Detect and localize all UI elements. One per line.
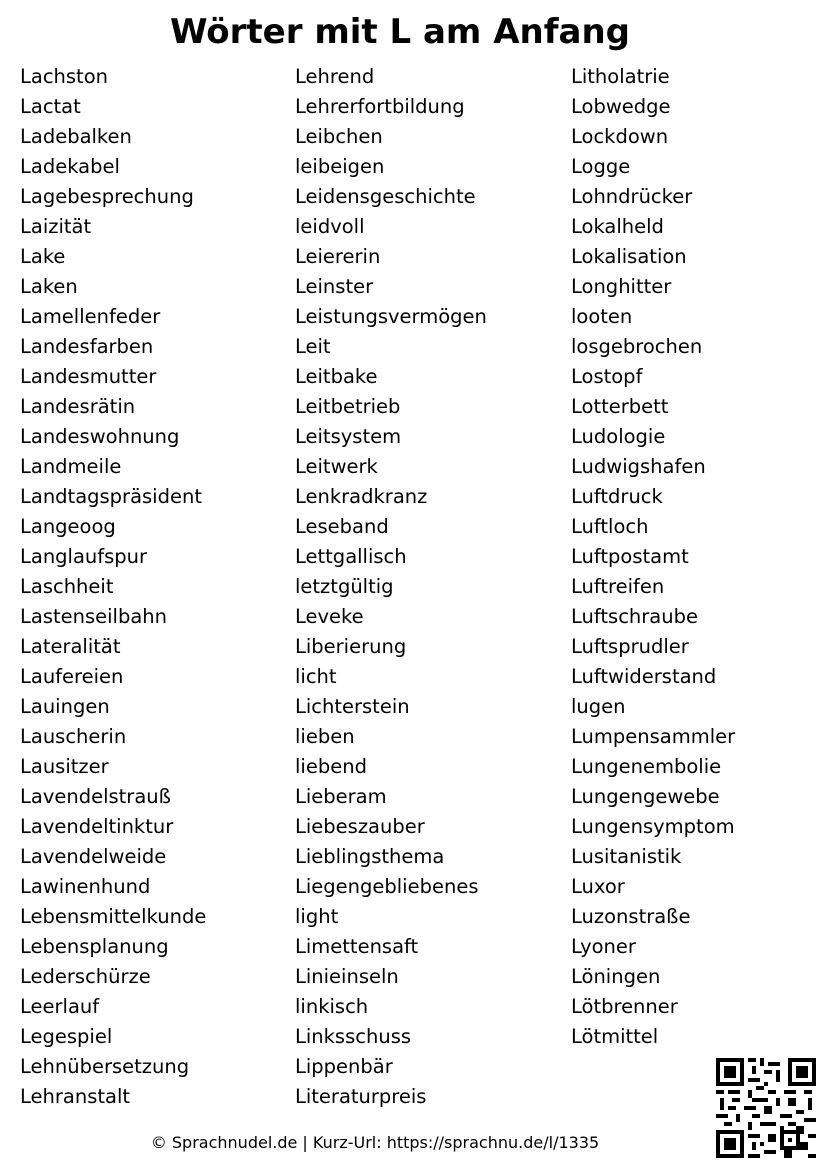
word-list-item: Leiererin bbox=[295, 245, 381, 268]
word-list-item: Lieblingsthema bbox=[295, 845, 445, 868]
word-list-item: Lungengewebe bbox=[571, 785, 720, 808]
word-list-item: leibeigen bbox=[295, 155, 385, 178]
word-list-item: Ladekabel bbox=[20, 155, 120, 178]
word-list-item: light bbox=[295, 905, 339, 928]
word-list-item: Langlaufspur bbox=[20, 545, 148, 568]
word-list-item: Leistungsvermögen bbox=[295, 305, 487, 328]
word-list-item: Lötbrenner bbox=[571, 995, 678, 1018]
word-list-item: Logge bbox=[571, 155, 631, 178]
word-list-item: Liebeszauber bbox=[295, 815, 425, 838]
word-list-item: Luftpostamt bbox=[571, 545, 689, 568]
word-list-item: Lungensymptom bbox=[571, 815, 735, 838]
word-list-item: lugen bbox=[571, 695, 626, 718]
word-list-item: letztgültig bbox=[295, 575, 394, 598]
word-list-item: Longhitter bbox=[571, 275, 672, 298]
word-list-item: Lauscherin bbox=[20, 725, 127, 748]
word-list-item: Lebensplanung bbox=[20, 935, 169, 958]
word-list-item: Lehranstalt bbox=[20, 1085, 131, 1108]
word-list-item: Lawinenhund bbox=[20, 875, 151, 898]
word-list-item: Landmeile bbox=[20, 455, 122, 478]
word-list-item: Laken bbox=[20, 275, 78, 298]
word-list-item: Lusitanistik bbox=[571, 845, 682, 868]
word-list-item: liebend bbox=[295, 755, 367, 778]
word-list-item: Lostopf bbox=[571, 365, 643, 388]
word-list-item: Leveke bbox=[295, 605, 364, 628]
word-list-item: Luftdruck bbox=[571, 485, 663, 508]
word-list-item: Legespiel bbox=[20, 1025, 113, 1048]
word-list-item: Literaturpreis bbox=[295, 1085, 427, 1108]
word-list-item: Lehrend bbox=[295, 65, 375, 88]
word-list-item: leidvoll bbox=[295, 215, 365, 238]
word-list-item: Leit bbox=[295, 335, 331, 358]
word-list-item: Ludwigshafen bbox=[571, 455, 706, 478]
word-list-item: Leerlauf bbox=[20, 995, 100, 1018]
word-list-item: licht bbox=[295, 665, 337, 688]
word-list-item: Lagebesprechung bbox=[20, 185, 194, 208]
word-list-item: Litholatrie bbox=[571, 65, 670, 88]
word-list-item: Lausitzer bbox=[20, 755, 109, 778]
word-list-item: Lavendeltinktur bbox=[20, 815, 174, 838]
word-list-item: Luftsprudler bbox=[571, 635, 689, 658]
word-list-item: Liberierung bbox=[295, 635, 407, 658]
word-list-item: Linksschuss bbox=[295, 1025, 412, 1048]
word-list-item: Landeswohnung bbox=[20, 425, 180, 448]
word-list-item: Leitsystem bbox=[295, 425, 402, 448]
word-list-item: Lavendelweide bbox=[20, 845, 167, 868]
word-list-item: Lavendelstrauß bbox=[20, 785, 171, 808]
word-list-item: losgebrochen bbox=[571, 335, 703, 358]
word-list-item: Ladebalken bbox=[20, 125, 132, 148]
word-list-item: lieben bbox=[295, 725, 355, 748]
word-list-item: Lumpensammler bbox=[571, 725, 736, 748]
word-list-item: Laschheit bbox=[20, 575, 114, 598]
word-list-item: Lokalisation bbox=[571, 245, 687, 268]
word-list-item: Luftreifen bbox=[571, 575, 665, 598]
word-list-item: Ludologie bbox=[571, 425, 666, 448]
word-list-item: Lotterbett bbox=[571, 395, 669, 418]
word-list-item: Lauingen bbox=[20, 695, 110, 718]
word-list-item: Linieinseln bbox=[295, 965, 399, 988]
word-list-item: Langeoog bbox=[20, 515, 116, 538]
word-list-item: Limettensaft bbox=[295, 935, 419, 958]
word-list-item: looten bbox=[571, 305, 633, 328]
word-list-item: Luftschraube bbox=[571, 605, 698, 628]
word-list-item: Leitwerk bbox=[295, 455, 378, 478]
word-list-item: Liegengebliebenes bbox=[295, 875, 479, 898]
word-column-3 bbox=[571, 62, 735, 1052]
word-list-item: Laizität bbox=[20, 215, 92, 238]
word-list-item: Lehnübersetzung bbox=[20, 1055, 190, 1078]
word-list-item: Lippenbär bbox=[295, 1055, 393, 1078]
word-list-item: Lenkradkranz bbox=[295, 485, 428, 508]
word-list-item: Lohndrücker bbox=[571, 185, 693, 208]
word-list-item: Landesrätin bbox=[20, 395, 136, 418]
word-list-item: Leidensgeschichte bbox=[295, 185, 476, 208]
word-list-item: Löningen bbox=[571, 965, 661, 988]
word-list-item: Lockdown bbox=[571, 125, 669, 148]
word-list-item: Lichterstein bbox=[295, 695, 410, 718]
word-list-item: Luzonstraße bbox=[571, 905, 691, 928]
word-list-item: Lötmittel bbox=[571, 1025, 659, 1048]
word-list-item: Lobwedge bbox=[571, 95, 671, 118]
word-column-2 bbox=[295, 62, 487, 1112]
word-list-item: Lake bbox=[20, 245, 66, 268]
word-list-item: Landtagspräsident bbox=[20, 485, 202, 508]
word-list-item: Lamellenfeder bbox=[20, 305, 161, 328]
word-list-item: Luftloch bbox=[571, 515, 649, 538]
word-list-item: Lehrerfortbildung bbox=[295, 95, 465, 118]
word-list-item: Landesmutter bbox=[20, 365, 157, 388]
word-list-item: Lastenseilbahn bbox=[20, 605, 168, 628]
word-list-item: linkisch bbox=[295, 995, 369, 1018]
word-list-item: Lettgallisch bbox=[295, 545, 407, 568]
word-list-item: Lateralität bbox=[20, 635, 121, 658]
word-list-item: Laufereien bbox=[20, 665, 124, 688]
word-list-item: Lyoner bbox=[571, 935, 636, 958]
page-title: Wörter mit L am Anfang bbox=[169, 12, 630, 52]
word-list-item: Lokalheld bbox=[571, 215, 664, 238]
word-list-item: Leseband bbox=[295, 515, 389, 538]
word-list-item: Lactat bbox=[20, 95, 81, 118]
word-list-item: Luxor bbox=[571, 875, 625, 898]
qr-code-icon bbox=[716, 1058, 816, 1158]
word-list-item: Leitbetrieb bbox=[295, 395, 401, 418]
word-list-item: Lebensmittelkunde bbox=[20, 905, 207, 928]
word-list-item: Landesfarben bbox=[20, 335, 154, 358]
word-list-item: Lachston bbox=[20, 65, 108, 88]
word-list-item: Leibchen bbox=[295, 125, 383, 148]
word-list-item: Lungenembolie bbox=[571, 755, 722, 778]
word-list-item: Leinster bbox=[295, 275, 374, 298]
word-column-1 bbox=[20, 62, 206, 1112]
word-list-item: Leitbake bbox=[295, 365, 378, 388]
word-list-item: Lederschürze bbox=[20, 965, 151, 988]
footer-copyright: © Sprachnudel.de | Kurz-Url: https://sprachnu.de/l/1335 bbox=[150, 1133, 600, 1152]
word-list-item: Luftwiderstand bbox=[571, 665, 717, 688]
word-list-item: Lieberam bbox=[295, 785, 387, 808]
